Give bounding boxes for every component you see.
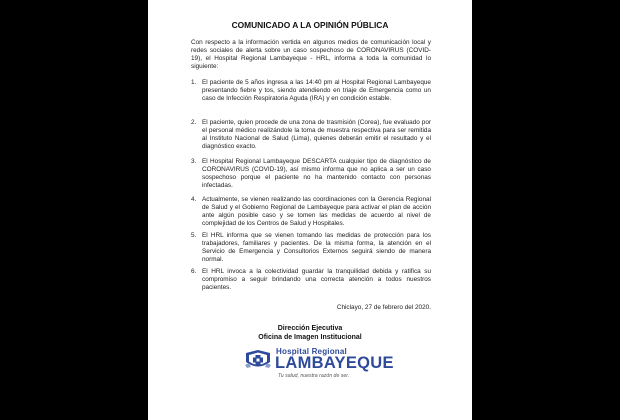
- item-text: El paciente, quien procede de una zona de trasmisión (Corea), fue evaluado por el personal médico realizándole la toma de muestra respectiva para ser remitida al Instituto Nacional de Salud (Lima), quienes deberán emitir el resultado y el diagnóstico exacto.: [202, 119, 431, 151]
- document-title: COMUNICADO A LA OPINIÓN PÚBLICA: [231, 20, 389, 30]
- item-number: 5.: [191, 232, 197, 239]
- item-text: El paciente de 5 años ingresa a las 14:40 pm al Hospital Regional Lambayeque presentando fiebre y tos, siendo atendiendo en triaje de Emergencia como un caso de Infección Respiratoria Aguda (IRA) y en condición estable.: [202, 79, 431, 103]
- item-number: 4.: [191, 196, 197, 203]
- document-date: Chiclayo, 27 de febrero del 2020.: [336, 304, 431, 311]
- intro-paragraph: Con respecto a la información vertida en algunos medios de comunicación local y redes sociales de alerta sobre un caso sospechoso de CORONAVIRUS (COVID-19), el Hospital Regional Lambayeque - HRL, informa a toda la comunidad lo siguiente:: [191, 39, 431, 71]
- logo-tagline: Tu salud, nuestra razón de ser.: [278, 373, 350, 379]
- item-number: 2.: [191, 119, 197, 126]
- item-number: 1.: [191, 79, 197, 86]
- document-page: [148, 0, 472, 420]
- item-text: El HRL invoca a la colectividad guardar la tranquilidad debida y ratifica su compromiso a seguir brindando una correcta atención a todos nuestros pacientes.: [202, 268, 431, 292]
- item-text: El Hospital Regional Lambayeque DESCARTA cualquier tipo de diagnóstico de CORONAVIRUS (COVID-19), así mismo informa que no aplica a ser un caso sospechoso porque el paciente no ha mantenido contacto con personas infectadas.: [202, 158, 431, 190]
- item-number: 6.: [191, 268, 197, 275]
- logo-name-line-2: LAMBAYEQUE: [275, 354, 394, 372]
- item-number: 3.: [191, 158, 197, 165]
- signature-line-1: Dirección Ejecutiva: [277, 325, 343, 332]
- item-text: El HRL informa que se vienen tomando las medidas de protección para los trabajadores, familiares y pacientes. De la misma forma, la atención en el Servicio de Emergencia y Consultorios Externos seguirá siendo de manera normal.: [202, 232, 431, 264]
- logo-name-line-1: Hospital Regional: [276, 347, 347, 356]
- hospital-shield-icon: [245, 349, 271, 371]
- item-text: Actualmente, se vienen realizando las coordinaciones con la Gerencia Regional de Salud y el Gobierno Regional de Lambayeque para activar el plan de acción ante algún posible caso y se tomen las medidas de acuerdo al nivel de complejidad de los Centros de Salud y Hospitales.: [202, 196, 431, 228]
- signature-line-2: Oficina de Imagen Institucional: [258, 334, 362, 341]
